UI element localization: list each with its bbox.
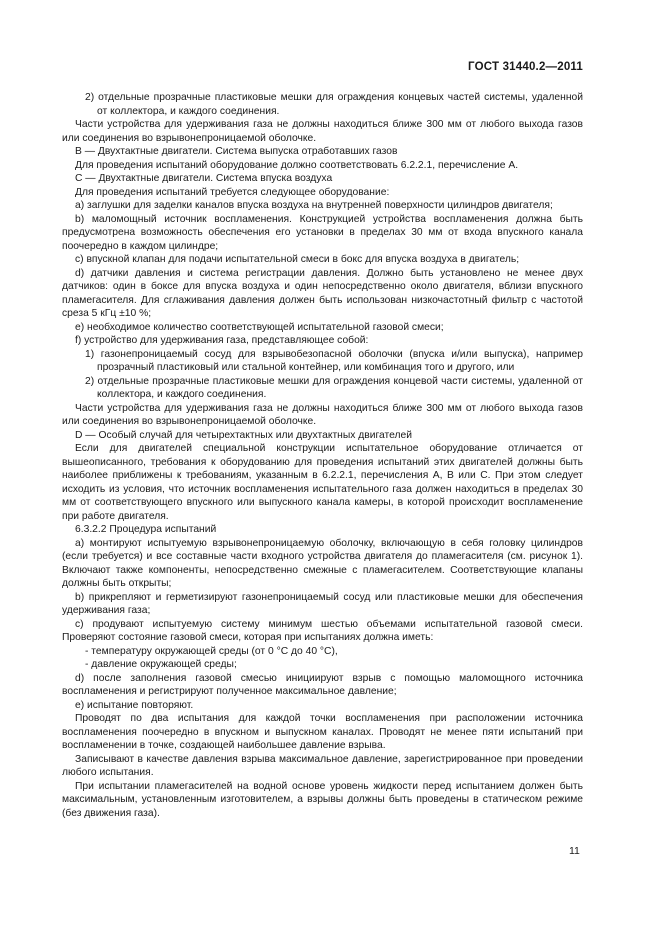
paragraph: 6.3.2.2 Процедура испытаний <box>75 524 217 535</box>
paragraph: - температуру окружающей среды (от 0 °С до 40 °С), <box>85 645 338 657</box>
paragraph: - давление окружающей среды; <box>85 659 237 670</box>
paragraph: В — Двухтактные двигатели. Система выпуска отработавших газов <box>75 146 398 157</box>
paragraph: c) впускной клапан для подачи испытательной смеси в бокс для впуска воздуха в двигатель; <box>75 254 520 265</box>
paragraph: f) устройство для удерживания газа, представляющее собой: <box>75 335 369 346</box>
paragraph: 2) отдельные прозрачные пластиковые мешки для ограждения концевых частей системы, удаленной от коллектора, и каждого соединения. <box>85 92 583 117</box>
paragraph: Части устройства для удерживания газа не должны находиться ближе 300 мм от любого выхода газов или соединения во взрывонепроницаемой оболочке. <box>62 119 583 144</box>
paragraph: d) датчики давления и система регистрации давления. Должно быть установлено не менее двух датчиков: один в боксе для впуска воздуха и один непосредственно около двигателя, вблизи впускного пламегасителя. Для сглаживания давления должен быть использован низкочастотный фильтр с частотой среза 5 кГц ±10 %; <box>62 267 583 319</box>
paragraph: Для проведения испытаний оборудование должно соответствовать 6.2.2.1, перечисление А. <box>75 159 519 171</box>
page-number: 11 <box>569 845 580 857</box>
paragraph: d) после заполнения газовой смесью инициируют взрыв с помощью маломощного источника воспламенения и регистрируют полученное максимальное давление; <box>62 672 583 697</box>
paragraph: D — Особый случай для четырехтактных или двухтактных двигателей <box>75 429 413 441</box>
paragraph: c) продувают испытуемую систему минимум шестью объемами испытательной газовой смеси. Проверяют состояние газовой смеси, которая при испытаниях должна иметь: <box>62 618 583 643</box>
paragraph: 1) газонепроницаемый сосуд для взрывобезопасной оболочки (впуска и/или выпуска), например прозрачный пластиковый или стальной контейнер, или комбинация того и другого, или <box>85 348 583 373</box>
paragraph: Части устройства для удерживания газа не должны находиться ближе 300 мм от любого выхода газов или соединения во взрывонепроницаемой оболочке. <box>62 402 583 427</box>
paragraph: Записывают в качестве давления взрыва максимальное давление, зарегистрированное при проведении любого испытания. <box>62 753 583 778</box>
paragraph: Для проведения испытаний требуется следующее оборудование: <box>75 186 390 198</box>
body-text <box>62 91 583 820</box>
paragraph: e) испытание повторяют. <box>75 699 194 711</box>
paragraph: b) маломощный источник воспламенения. Конструкцией устройства воспламенения должна быть предусмотрена возможность обеспечения его установки в пределах 30 мм от входа впускного канала поочередно в каждом цилиндре; <box>62 213 583 252</box>
paragraph: a) монтируют испытуемую взрывонепроницаемую оболочку, включающую в себя головку цилиндров (если требуется) и все составные части входного устройства двигателя до пламегасителя (см. рисунок 1). Включают также компоненты, непосредственно смежные с пламегасителем. Соответствующие клапаны должны быть открыты; <box>62 537 583 589</box>
paragraph: e) необходимое количество соответствующей испытательной газовой смеси; <box>75 321 444 333</box>
paragraph: a) заглушки для заделки каналов впуска воздуха на внутренней поверхности цилиндров двигателя; <box>75 200 553 211</box>
paragraph: 2) отдельные прозрачные пластиковые мешки для ограждения концевой части системы, удаленной от коллектора, и каждого соединения. <box>85 375 583 400</box>
document-id-header: ГОСТ 31440.2—2011 <box>468 61 583 73</box>
paragraph: Проводят по два испытания для каждой точки воспламенения при расположении источника воспламенения поочередно в впускном и выпускном каналах. Проводят не менее пяти испытаний при воспламенении в точке, создающей наибольшее давление взрыва. <box>62 713 583 751</box>
paragraph: Если для двигателей специальной конструкции испытательное оборудование отличается от вышеописанного, требования к оборудованию для проведения испытаний этих двигателей должны быть наиболее приближены к требованиям, указанным в 6.2.2.1, перечисления А, В или С. При этом следует исходить из условия, что источник воспламенения испытательного газа должен находиться в пределах 30 мм от соответствующего впускного или выпускного канала камеры, в которой происходит воспламенение при работе двигателя. <box>62 443 583 522</box>
paragraph: b) прикрепляют и герметизируют газонепроницаемый сосуд или пластиковые мешки для обеспечения удерживания газа; <box>62 591 583 616</box>
paragraph: С — Двухтактные двигатели. Система впуска воздуха <box>75 173 333 184</box>
paragraph: При испытании пламегасителей на водной основе уровень жидкости перед испытанием должен быть максимальным, установленным изготовителем, а взрывы должны быть проведены в статическом режиме (без движения газа). <box>62 780 583 819</box>
